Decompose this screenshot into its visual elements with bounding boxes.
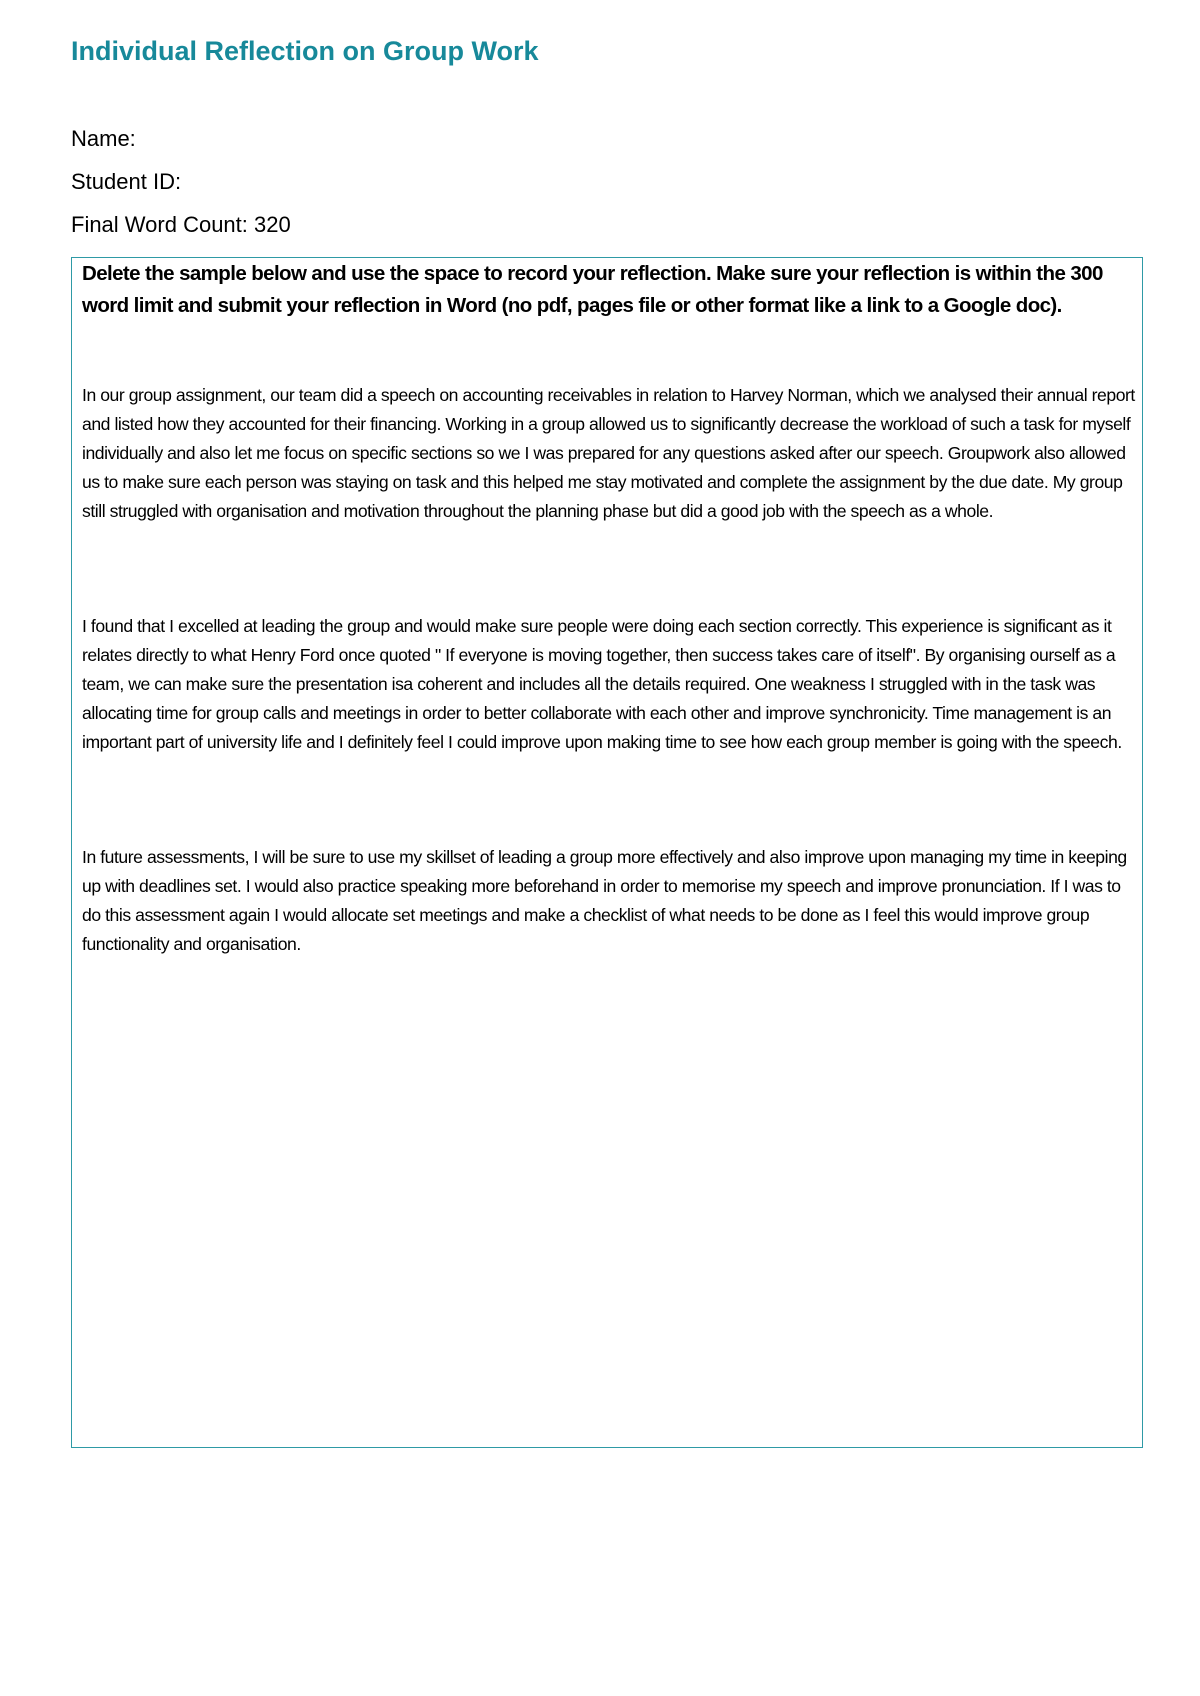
reflection-text-box[interactable]	[71, 257, 1143, 1448]
page-title: Individual Reflection on Group Work	[71, 36, 539, 66]
reflection-instructions: Delete the sample below and use the space to record your reflection. Make sure your reflection is within the 300 word limit and submit your reflection in Word (no pdf, pages file or other format like a link to a Google doc).	[82, 262, 1103, 317]
reflection-paragraph: I found that I excelled at leading the group and would make sure people were doing each section correctly. This experience is significant as it relates directly to what Henry Ford once quoted " If everyone is moving together, then success takes care of itself". By organising ourself as a team, we can make sure the presentation isa coherent and includes all the details required. One weakness I struggled with in the task was allocating time for group calls and meetings in order to better collaborate with each other and improve synchronicity. Time management is an important part of university life and I definitely feel I could improve upon making time to see how each group member is going with the speech.	[82, 616, 1122, 752]
reflection-paragraph: In our group assignment, our team did a speech on accounting receivables in relation to Harvey Norman, which we analysed their annual report and listed how they accounted for their financing. Working in a group allowed us to significantly decrease the workload of such a task for myself individually and also let me focus on specific sections so we I was prepared for any questions asked after our speech. Groupwork also allowed us to make sure each person was staying on task and this helped me stay motivated and complete the assignment by the due date. My group still struggled with organisation and motivation throughout the planning phase but did a good job with the speech as a whole.	[82, 385, 1135, 521]
word-count-label: Final Word Count: 320	[71, 212, 291, 237]
reflection-paragraph: In future assessments, I will be sure to use my skillset of leading a group more effectively and also improve upon managing my time in keeping up with deadlines set. I would also practice speaking more beforehand in order to memorise my speech and improve pronunciation. If I was to do this assessment again I would allocate set meetings and make a checklist of what needs to be done as I feel this would improve group functionality and organisation.	[82, 847, 1127, 954]
student-id-field-label: Student ID:	[71, 169, 182, 194]
name-field-label: Name:	[71, 126, 136, 151]
